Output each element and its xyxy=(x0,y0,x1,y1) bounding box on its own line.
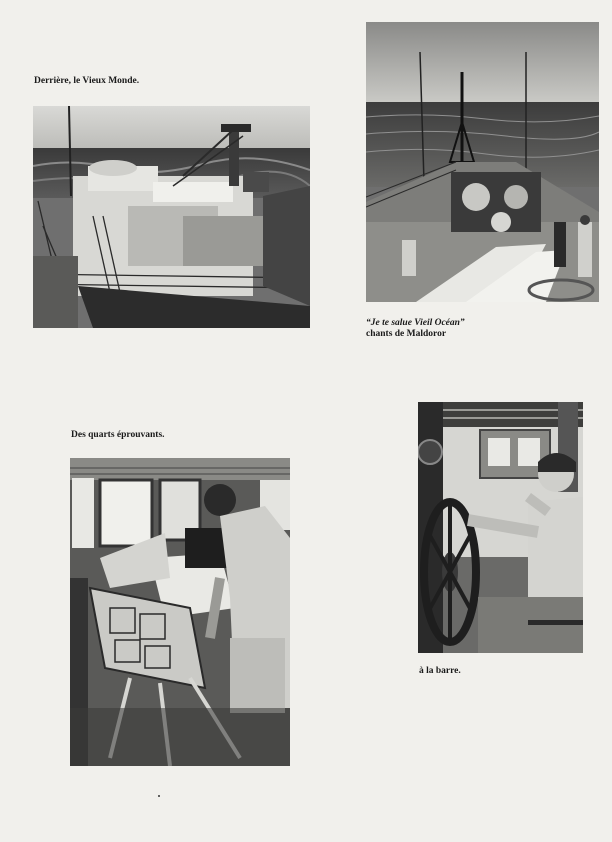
helmsman-photo xyxy=(418,402,583,653)
caption-old-world: Derrière, le Vieux Monde. xyxy=(34,76,140,86)
caption-watches: Des quarts éprouvants. xyxy=(71,430,165,440)
caption-helm: à la barre. xyxy=(419,666,461,676)
sailor-at-instrument-photo xyxy=(70,458,290,766)
caption-quote-line2: chants de Maldoror xyxy=(366,329,447,339)
print-speck xyxy=(158,795,160,797)
bow-deck-photo xyxy=(366,22,599,302)
ship-superstructure-photo xyxy=(33,106,310,328)
caption-quote-text: “Je te salue Vieil Océan” xyxy=(366,318,465,328)
